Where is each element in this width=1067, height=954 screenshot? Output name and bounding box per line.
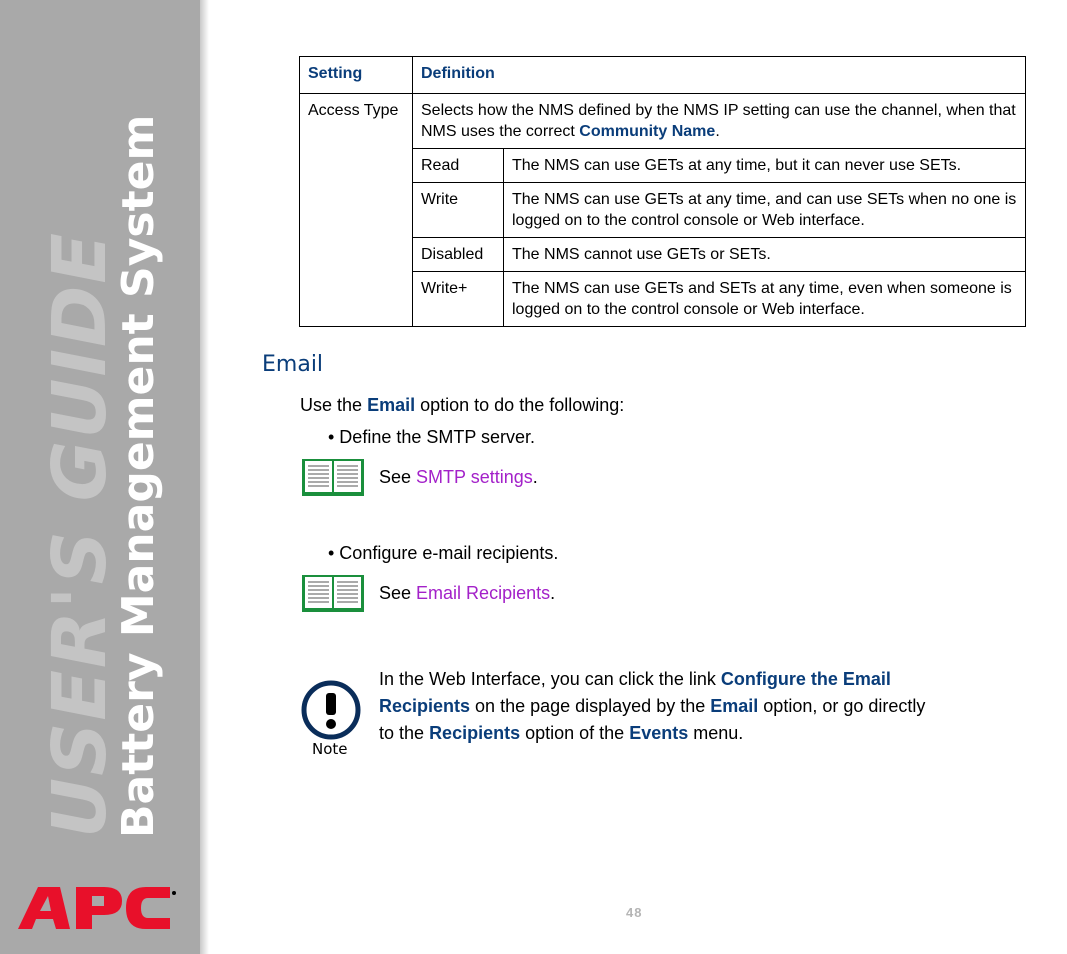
bullet-item: • Define the SMTP server.	[328, 427, 536, 447]
see-end: .	[532, 467, 538, 487]
intro-paragraph	[300, 394, 624, 416]
book-icon	[301, 457, 365, 497]
option-name: Write	[413, 183, 504, 238]
note-part: menu.	[693, 723, 744, 743]
option-desc: The NMS can use GETs at any time, and can use SETs when no one is logged on to the control console or Web interface.	[504, 183, 1026, 238]
table-header-row	[300, 57, 1026, 94]
apc-logo	[18, 887, 178, 934]
see-reference	[379, 582, 555, 604]
option-name: Read	[413, 149, 504, 183]
email-term: Email	[710, 696, 759, 716]
note-part: option of the	[525, 723, 625, 743]
note-part: In the Web Interface, you can click the link	[379, 669, 716, 689]
events-term: Events	[629, 723, 689, 743]
option-desc: The NMS cannot use GETs or SETs.	[504, 238, 1026, 272]
configure-recipients-term: Configure the Email Recipients	[379, 669, 891, 716]
setting-cell: Access Type	[300, 94, 413, 327]
guide-title: USER'S GUIDE	[37, 231, 123, 838]
intro-text-end: option to do the following:	[420, 395, 625, 415]
book-icon	[301, 573, 365, 613]
header-setting: Setting	[300, 57, 413, 94]
option-name: Write+	[413, 272, 504, 327]
definition-cell	[413, 94, 1026, 149]
see-reference	[379, 466, 538, 488]
intro-text: Use the	[300, 395, 363, 415]
bullet-item: • Configure e-mail recipients.	[328, 543, 559, 563]
option-desc: The NMS can use GETs and SETs at any time, even when someone is logged on to the control console or Web interface.	[504, 272, 1026, 327]
note-part: on the page displayed by the	[475, 696, 706, 716]
smtp-settings-link[interactable]: SMTP settings	[416, 467, 533, 487]
sidebar-shadow	[200, 0, 209, 954]
see-end: .	[550, 583, 556, 603]
see-text: See	[379, 467, 412, 487]
option-desc: The NMS can use GETs at any time, but it can never use SETs.	[504, 149, 1026, 183]
intro-bold: Email	[367, 395, 416, 415]
option-name: Disabled	[413, 238, 504, 272]
recipients-term: Recipients	[429, 723, 521, 743]
section-heading: Email	[262, 352, 324, 377]
product-title: Battery Management System	[113, 114, 164, 838]
header-definition: Definition	[413, 57, 1026, 94]
definition-end: .	[715, 123, 720, 140]
definition-text: Selects how the NMS defined by the NMS IP setting can use the channel, when that NMS uses the correct	[421, 102, 1016, 140]
note-part: option, or go directly to the	[379, 696, 926, 743]
see-text: See	[379, 583, 412, 603]
note-text	[379, 666, 939, 747]
email-recipients-link[interactable]: Email Recipients	[416, 583, 551, 603]
note-label: Note	[312, 740, 348, 758]
table-row	[300, 94, 1026, 149]
community-name-term: Community Name	[579, 123, 716, 140]
settings-table	[299, 56, 1026, 327]
page-number: 48	[626, 905, 643, 920]
